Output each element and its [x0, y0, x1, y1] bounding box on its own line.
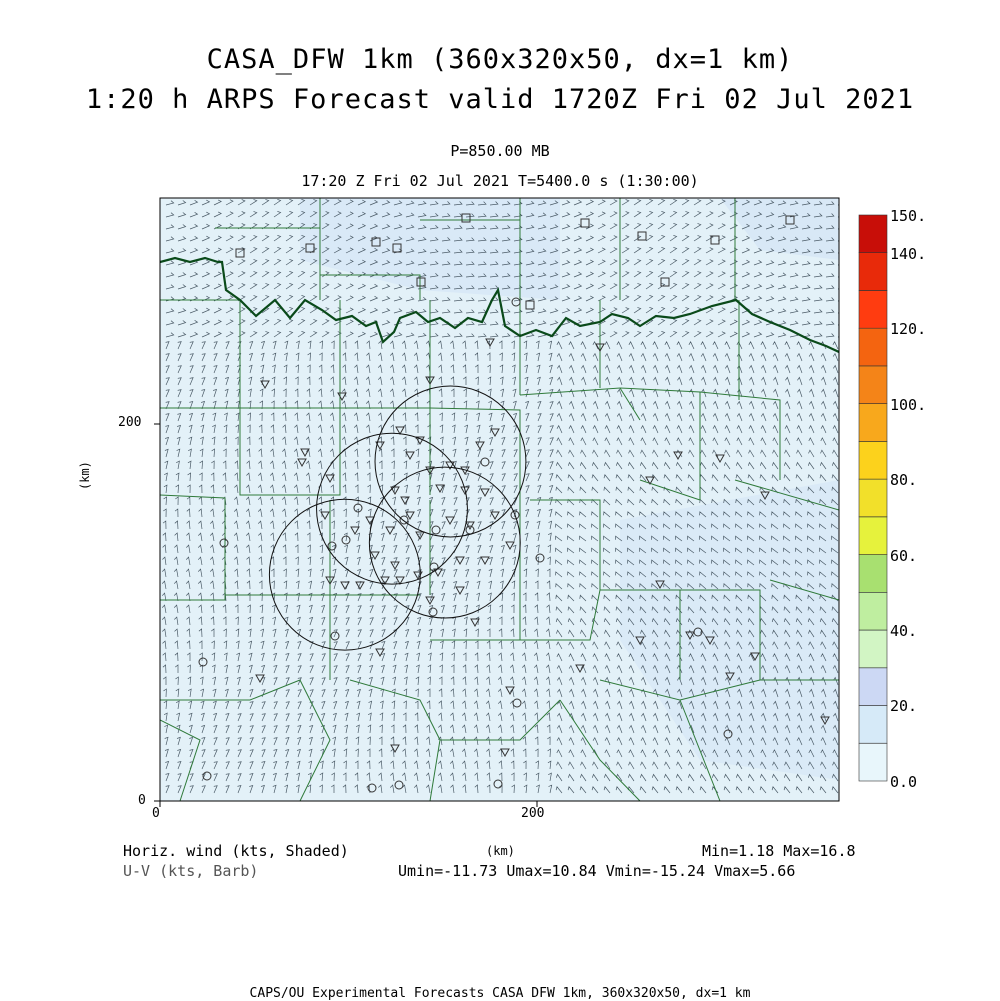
colorbar-swatch [859, 366, 887, 404]
colorbar-label: 120. [890, 320, 927, 338]
barb-variable-label: U-V (kts, Barb) [123, 862, 259, 880]
plot-title-line2: 1:20 h ARPS Forecast valid 1720Z Fri 02 Jul 2021 [85, 84, 915, 115]
x-axis-label: (km) [486, 844, 515, 858]
colorbar-swatch [859, 404, 887, 442]
colorbar-label: 20. [890, 697, 918, 715]
colorbar-label: 80. [890, 471, 918, 489]
colorbar-swatch [859, 668, 887, 706]
y-tick-label-0: 0 [138, 793, 146, 808]
shaded-variable-label: Horiz. wind (kts, Shaded) [123, 842, 349, 860]
plot-title-line1: CASA_DFW 1km (360x320x50, dx=1 km) [206, 44, 794, 75]
y-axis-label: (km) [78, 461, 92, 490]
colorbar-swatch [859, 291, 887, 329]
colorbar-label: 60. [890, 547, 918, 565]
min-max-label: Min=1.18 Max=16.8 [702, 842, 856, 860]
uv-stats-label: Umin=-11.73 Umax=10.84 Vmin=-15.24 Vmax=5.66 [398, 862, 796, 880]
colorbar-swatch [859, 706, 887, 744]
colorbar-swatch [859, 479, 887, 517]
colorbar-swatch [859, 517, 887, 555]
y-tick-label-200: 200 [118, 415, 142, 430]
map-plot-area [154, 198, 846, 807]
colorbar-swatch [859, 328, 887, 366]
x-tick-label-0: 0 [152, 806, 160, 821]
colorbar-swatch [859, 215, 887, 253]
colorbar-label: 100. [890, 396, 927, 414]
pressure-level-label: P=850.00 MB [450, 142, 550, 160]
colorbar-swatch [859, 441, 887, 479]
colorbar-label: 40. [890, 622, 918, 640]
colorbar-swatch [859, 592, 887, 630]
wind-speed-colorbar [859, 215, 887, 781]
colorbar-swatch [859, 555, 887, 593]
valid-time-label: 17:20 Z Fri 02 Jul 2021 T=5400.0 s (1:30:00) [301, 172, 699, 190]
x-tick-label-200: 200 [521, 806, 545, 821]
colorbar-swatch [859, 253, 887, 291]
colorbar-swatch [859, 630, 887, 668]
credit-footer: CAPS/OU Experimental Forecasts CASA DFW 1km, 360x320x50, dx=1 km [249, 986, 751, 1001]
colorbar-label: 0.0 [890, 773, 918, 791]
colorbar-swatch [859, 743, 887, 781]
colorbar-label: 140. [890, 245, 927, 263]
colorbar-label: 150. [890, 207, 927, 225]
